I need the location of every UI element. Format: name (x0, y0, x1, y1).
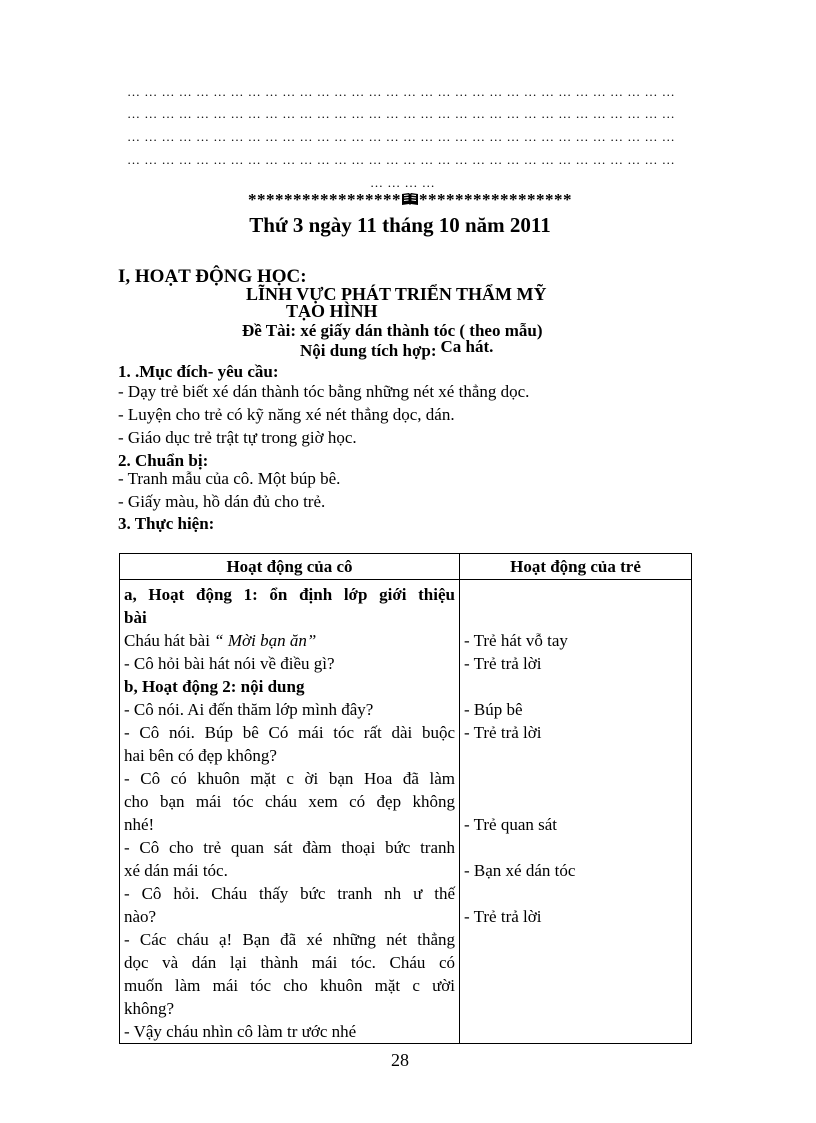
song-title: “ Mời bạn ăn” (214, 631, 317, 650)
teacher-line: - Cô cho trẻ quan sát đàm thoại bức tranh (124, 838, 455, 857)
integration-value: Ca hát. (440, 337, 494, 356)
activity-1-heading: a, Hoạt động 1: ổn định lớp giới thiệu (124, 585, 455, 604)
goals-heading: 1. .Mục đích- yêu cầu: (118, 362, 279, 381)
goal-item: - Dạy trẻ biết xé dán thành tóc bằng những nét xé thẳng dọc. (118, 382, 530, 401)
teacher-line: - Các cháu ạ! Bạn đã xé những nét thẳng (124, 930, 455, 949)
section-heading: I, HOẠT ĐỘNG HỌC: (118, 266, 307, 287)
song-intro: Cháu hát bài (124, 631, 215, 650)
teacher-line: cho bạn mái tóc cháu xem có đẹp không (124, 792, 455, 811)
prep-item: - Giấy màu, hồ dán đủ cho trẻ. (118, 492, 326, 511)
star-divider (248, 190, 572, 210)
book-icon (401, 191, 419, 205)
teacher-line: xé dán mái tóc. (124, 861, 228, 880)
prep-heading: 2. Chuẩn bị: (118, 451, 209, 470)
child-line: - Búp bê (464, 700, 523, 719)
activity-1-heading-cont: bài (124, 608, 147, 627)
teacher-line: - Cô có khuôn mặt c ời bạn Hoa đã làm (124, 769, 455, 788)
implementation-heading: 3. Thực hiện: (118, 514, 215, 533)
child-line: - Trẻ trả lời (464, 654, 542, 673)
teacher-activity-cell (120, 580, 460, 1044)
child-line: - Trẻ trả lời (464, 723, 542, 742)
teacher-line: - Cô nói. Ai đến thăm lớp mình đây? (124, 700, 374, 719)
activity-table (119, 553, 692, 1044)
teacher-line: - Cô hỏi. Cháu thấy bức tranh nh ư thế (124, 884, 455, 903)
child-line: - Trẻ trả lời (464, 907, 542, 926)
child-activity-cell (460, 580, 692, 1044)
teacher-line: - Cô hỏi bài hát nói về điều gì? (124, 654, 335, 673)
teacher-line: nhé! (124, 815, 155, 834)
page-number: 28 (391, 1050, 409, 1070)
activity-2-heading: b, Hoạt động 2: nội dung (124, 677, 305, 696)
teacher-line: dọc và dán lại thành mái tóc. Cháu có (124, 953, 455, 972)
dotted-line: … … … … … … … … … … … … … … … … … … … … … … … … … … … … … … … … (127, 106, 676, 121)
table-row (120, 580, 692, 1044)
header-child: Hoạt động của trẻ (460, 554, 692, 580)
teacher-line: muốn làm mái tóc cho khuôn mặt c ười (124, 976, 455, 995)
lesson-date: Thứ 3 ngày 11 tháng 10 năm 2011 (249, 213, 551, 237)
child-line: - Bạn xé dán tóc (464, 861, 576, 880)
child-line: - Trẻ hát vỗ tay (464, 631, 568, 650)
topic-heading: TẠO HÌNH (286, 301, 378, 321)
lesson-title: Đề Tài: xé giấy dán thành tóc ( theo mẫu) (242, 321, 543, 340)
teacher-line: không? (124, 999, 175, 1018)
dotted-line: … … … … … … … … … … … … … … … … … … … … … … … … … … … … … … … … (127, 152, 676, 167)
dotted-line: … … … … … … … … … … … … … … … … … … … … … … … … … … … … … … … … (127, 84, 676, 99)
dotted-line: … … … … … … … … … … … … … … … … … … … … … … … … … … … … … … … … (127, 129, 676, 144)
stars-right: ***************** (419, 190, 572, 209)
stars-left: ***************** (248, 190, 401, 209)
field-heading: LĨNH VỰC PHÁT TRIỂN THẨM MỸ (246, 284, 547, 304)
table-header-row (120, 554, 692, 580)
teacher-line: hai bên có đẹp không? (124, 746, 277, 765)
teacher-line (124, 629, 455, 652)
header-teacher: Hoạt động của cô (120, 554, 460, 580)
integration-line (300, 337, 494, 361)
teacher-line: - Cô nói. Búp bê Có mái tóc rất dài buộc (124, 723, 455, 742)
child-line: - Trẻ quan sát (464, 815, 558, 834)
goal-item: - Luyện cho trẻ có kỹ năng xé nét thẳng dọc, dán. (118, 405, 455, 424)
goal-item: - Giáo dục trẻ trật tự trong giờ học. (118, 428, 357, 447)
prep-item: - Tranh mẫu của cô. Một búp bê. (118, 469, 341, 488)
teacher-line: - Vậy cháu nhìn cô làm tr ước nhé (124, 1022, 357, 1041)
teacher-line: nào? (124, 907, 157, 926)
integration-label: Nội dung tích hợp: (300, 341, 437, 360)
dotted-line: … … … … (370, 175, 436, 190)
